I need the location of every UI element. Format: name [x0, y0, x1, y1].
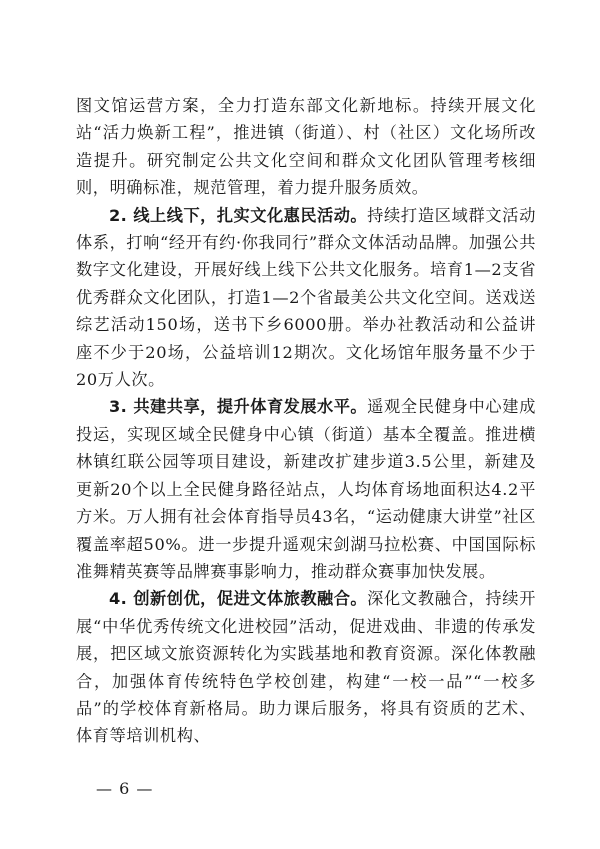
paragraph-4-text: 深化文教融合，持续开展“中华优秀传统文化进校园”活动，促进戏曲、非遗的传承发展，把区域文旅资源转化为实践基地和教育资源。深化体教融合，加强体育传统特色学校创建，构建“一校一品”“一校多品”的学校体育新格局。助力课后服务，将具有资质的艺术、体育等培训机构、: [76, 589, 536, 746]
paragraph-3: [76, 393, 536, 585]
paragraph-2-heading: 2. 线上线下，扎实文化惠民活动。: [109, 205, 368, 225]
paragraph-3-text: 遥观全民健身中心建成投运，实现区域全民健身中心镇（街道）基本全覆盖。推进横林镇红联公园等项目建设，新建改扩建步道3.5公里，新建及更新20个以上全民健身路径站点，人均体育场地面积达4.2平方米。万人拥有社会体育指导员43名，“运动健康大讲堂”社区覆盖率超50%。进一步提升遥观宋剑湖马拉松赛、中国国际标准舞精英赛等品牌赛事影响力，推动群众赛事加快发展。: [76, 397, 537, 581]
paragraph-4: [76, 585, 536, 749]
page-number: — 6 —: [96, 779, 154, 798]
paragraph-3-heading: 3. 共建共享，提升体育发展水平。: [109, 397, 368, 417]
paragraph-1: [76, 92, 536, 202]
paragraph-4-heading: 4. 创新创优，促进文体旅教融合。: [109, 589, 368, 609]
document-body: [76, 92, 536, 750]
paragraph-2-text: 持续打造区域群文活动体系，打响“经开有约·你我同行”群众文体活动品牌。加强公共数字文化建设，开展好线上线下公共文化服务。培育1—2支省优秀群众文化团队，打造1—2个省最美公共文化空间。送戏送综艺活动150场，送书下乡6000册。举办社教活动和公益讲座不少于20场，公益培训12期次。文化场馆年服务量不少于20万人次。: [76, 205, 536, 390]
paragraph-2: [76, 202, 536, 394]
paragraph-1-text: 图文馆运营方案，全力打造东部文化新地标。持续开展文化站“活力焕新工程”，推进镇（街道）、村（社区）文化场所改造提升。研究制定公共文化空间和群众文化团队管理考核细则，明确标准，规范管理，着力提升服务质效。: [76, 96, 536, 198]
